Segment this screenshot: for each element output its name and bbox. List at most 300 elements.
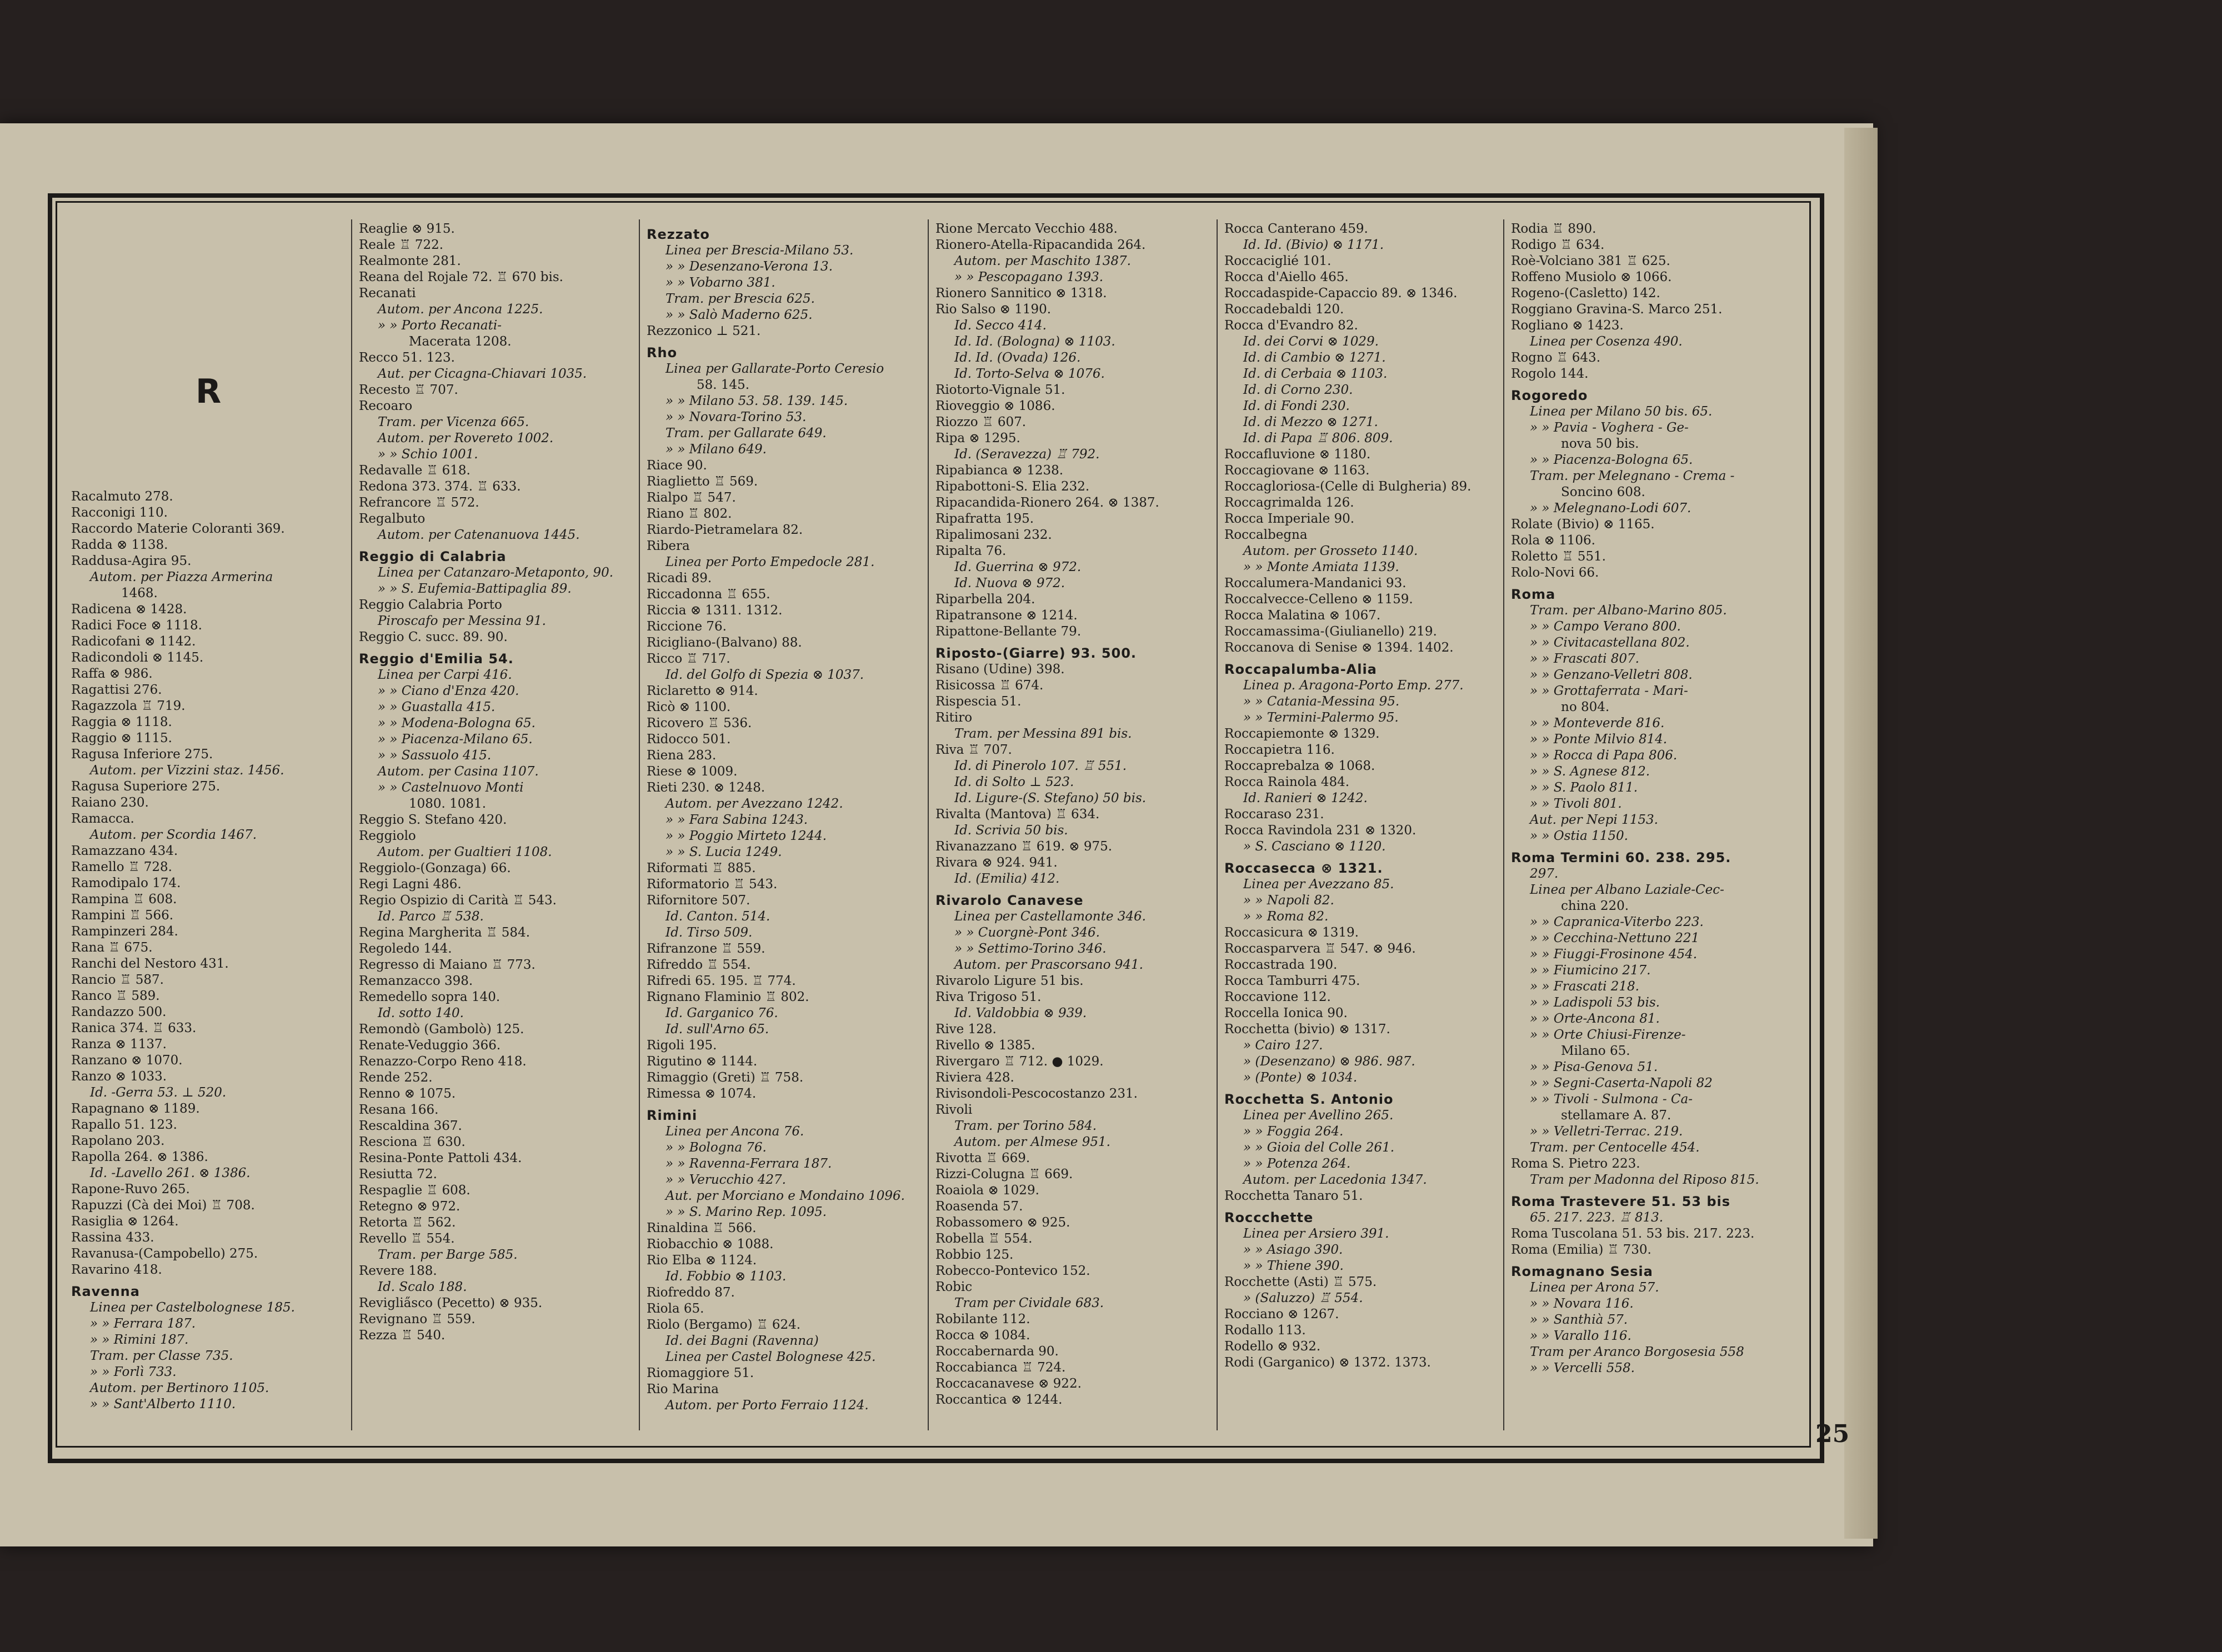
index-entry: Raggio ⊗ 1115. <box>71 731 172 745</box>
index-entry: Rocca Tamburri 475. <box>1224 974 1360 988</box>
index-entry: » » Vercelli 558. <box>1530 1361 1635 1375</box>
index-entry: » » Forlì 733. <box>90 1365 177 1379</box>
index-entry: Ragattisi 276. <box>71 683 162 697</box>
index-entry: Id. Ranieri ⊗ 1242. <box>1243 791 1368 805</box>
index-entry: Reviglia̋sco (Pecetto) ⊗ 935. <box>359 1296 543 1310</box>
index-entry: Autom. per Scordia 1467. <box>90 828 257 842</box>
entry-heading: Roccchette <box>1224 1210 1314 1225</box>
index-entry: Roccadebaldi 120. <box>1224 302 1344 317</box>
index-entry: Rezzonico ⊥ 521. <box>647 324 761 338</box>
index-entry: Riformati ♖ 885. <box>647 861 756 875</box>
index-entry: » » Asiago 390. <box>1243 1243 1343 1257</box>
index-entry: Rivanazzano ♖ 619. ⊗ 975. <box>935 839 1113 854</box>
index-entry: Ribera <box>647 539 690 553</box>
index-entry: » » Ladispoli 53 bis. <box>1530 995 1660 1010</box>
index-entry: Resina-Ponte Pattoli 434. <box>359 1151 522 1165</box>
index-entry: Roccapietra 116. <box>1224 743 1335 757</box>
index-entry: Id. Id. (Ovada) 126. <box>954 351 1081 365</box>
index-entry: Rocchetta Tanaro 51. <box>1224 1189 1363 1203</box>
index-entry: Robilante 112. <box>935 1312 1030 1326</box>
index-entry: Rioveggio ⊗ 1086. <box>935 399 1055 413</box>
index-entry: Autom. per Almese 951. <box>954 1135 1110 1149</box>
index-entry: Roma S. Pietro 223. <box>1511 1157 1640 1171</box>
index-entry: Autom. per Grosseto 1140. <box>1243 544 1418 558</box>
index-entry: Tram. per Torino 584. <box>954 1119 1097 1133</box>
index-entry: Roasenda 57. <box>935 1199 1023 1214</box>
index-entry: Id. di Fondi 230. <box>1243 399 1350 413</box>
index-entry: » » Fiumicino 217. <box>1530 963 1651 978</box>
index-entry: Rigutino ⊗ 1144. <box>647 1054 758 1069</box>
index-entry: Regoledo 144. <box>359 942 452 956</box>
index-entry: Autom. per Gualtieri 1108. <box>378 845 552 859</box>
index-entry: Rocca Ravindola 231 ⊗ 1320. <box>1224 823 1417 838</box>
index-entry: Id. Garganico 76. <box>665 1006 778 1020</box>
index-entry: Rassina 433. <box>71 1230 154 1245</box>
index-entry: Rola ⊗ 1106. <box>1511 533 1595 548</box>
index-entry: » » Pavia - Voghera - Ge- <box>1530 420 1689 435</box>
index-entry: Riccia ⊗ 1311. 1312. <box>647 603 783 618</box>
index-entry: Reggiolo-(Gonzaga) 66. <box>359 861 511 875</box>
index-entry: Id. Valdobbia ⊗ 939. <box>954 1006 1087 1020</box>
index-entry: Riaglietto ♖ 569. <box>647 474 758 489</box>
index-entry: Rocchette (Asti) ♖ 575. <box>1224 1275 1377 1289</box>
index-entry: Racconigi 110. <box>71 505 168 520</box>
index-entry: Ricco ♖ 717. <box>647 652 730 666</box>
index-entry: Reale ♖ 722. <box>359 238 444 252</box>
index-entry: Id. dei Bagni (Ravenna) <box>665 1334 819 1348</box>
entry-heading: Riposto-(Giarre) 93. 500. <box>935 645 1137 661</box>
index-entry: Reggio Calabria Porto <box>359 598 502 612</box>
index-entry: Roccavione 112. <box>1224 990 1331 1004</box>
index-entry: » (Desenzano) ⊗ 986. 987. <box>1243 1054 1415 1069</box>
index-entry: Rocciano ⊗ 1267. <box>1224 1307 1339 1321</box>
index-entry: » » Rimini 187. <box>90 1333 189 1347</box>
index-entry: Tram. per Centocelle 454. <box>1530 1140 1700 1155</box>
index-entry: china 220. <box>1561 899 1629 913</box>
index-entry: Id. -Gerra 53. ⊥ 520. <box>90 1085 227 1100</box>
index-entry: Autom. per Prascorsano 941. <box>954 958 1143 972</box>
index-entry: Linea per Porto Empedocle 281. <box>665 555 875 569</box>
index-entry: Rivisondoli-Pescocostanzo 231. <box>935 1087 1138 1101</box>
index-entry: Rapolla 264. ⊗ 1386. <box>71 1150 208 1164</box>
index-entry: Rignano Flaminio ♖ 802. <box>647 990 809 1004</box>
index-entry: Radicena ⊗ 1428. <box>71 602 187 617</box>
index-entry: Riviera 428. <box>935 1070 1014 1085</box>
index-entry: » » Roma 82. <box>1243 909 1329 924</box>
index-entry: » » Verucchio 427. <box>665 1173 786 1187</box>
index-entry: » » Campo Verano 800. <box>1530 619 1681 634</box>
index-entry: Rispescia 51. <box>935 694 1022 709</box>
index-entry: Linea per Avezzano 85. <box>1243 877 1394 892</box>
index-entry: Tram. per Albano-Marino 805. <box>1530 603 1727 618</box>
index-entry: Regresso di Maiano ♖ 773. <box>359 958 536 972</box>
index-entry: » » Napoli 82. <box>1243 893 1334 908</box>
index-entry: Rifreddo ♖ 554. <box>647 958 751 972</box>
index-entry: Rocca Rainola 484. <box>1224 775 1350 789</box>
index-entry: Regalbuto <box>359 512 426 526</box>
index-entry: Reana del Rojale 72. ♖ 670 bis. <box>359 270 563 284</box>
entry-heading: Rho <box>647 345 678 361</box>
index-entry: » » Castelnuovo Monti <box>378 780 524 795</box>
entry-heading: Rogoredo <box>1511 388 1588 403</box>
index-entry: Radici Foce ⊗ 1118. <box>71 618 202 633</box>
index-entry: Roccastrada 190. <box>1224 958 1338 972</box>
index-entry: Rinaldina ♖ 566. <box>647 1221 757 1235</box>
entry-heading: Rocchetta S. Antonio <box>1224 1092 1394 1107</box>
index-entry: » » Porto Recanati- <box>378 318 502 333</box>
column-2 <box>359 221 613 1344</box>
index-entry: Id. Scrivia 50 bis. <box>954 823 1068 838</box>
index-entry: » » Gioia del Colle 261. <box>1243 1140 1395 1155</box>
index-entry: Rive 128. <box>935 1022 997 1037</box>
index-entry: Linea per Arsiero 391. <box>1243 1227 1389 1241</box>
index-entry: » » Ponte Milvio 814. <box>1530 732 1668 747</box>
index-entry: Rapone-Ruvo 265. <box>71 1182 190 1197</box>
entry-heading: Roma Termini 60. 238. 295. <box>1511 850 1731 865</box>
index-entry: Revello ♖ 554. <box>359 1232 455 1246</box>
index-entry: Id. di Pinerolo 107. ♖ 551. <box>954 759 1127 773</box>
index-entry: Rende 252. <box>359 1070 433 1085</box>
index-entry: Rescaldina 367. <box>359 1119 462 1133</box>
index-entry: Reggio S. Stefano 420. <box>359 813 507 827</box>
index-entry: Reggio C. succ. 89. 90. <box>359 630 508 644</box>
index-entry: Racalmuto 278. <box>71 489 173 504</box>
index-entry: Raiano 230. <box>71 795 149 810</box>
index-entry: Renate-Veduggio 366. <box>359 1038 501 1053</box>
index-entry: Rionero-Atella-Ripacandida 264. <box>935 238 1146 252</box>
column-rule <box>928 219 929 1430</box>
index-entry: Id. Id. (Bivio) ⊗ 1171. <box>1243 238 1384 252</box>
index-entry: Ramazzano 434. <box>71 844 178 858</box>
index-entry: Id. Canton. 514. <box>665 909 770 924</box>
index-entry: » » Varallo 116. <box>1530 1329 1632 1343</box>
index-entry: Autom. per Rovereto 1002. <box>378 431 554 445</box>
index-entry: » » Piacenza-Milano 65. <box>378 732 533 747</box>
index-entry: Rampini ♖ 566. <box>71 908 174 923</box>
index-entry: Ravarino 418. <box>71 1263 162 1277</box>
index-entry: » » Cuorgnè-Pont 346. <box>954 925 1100 940</box>
index-entry: » » Rocca di Papa 806. <box>1530 748 1678 763</box>
index-entry: » » Desenzano-Verona 13. <box>665 259 833 274</box>
index-entry: Ramodipalo 174. <box>71 876 181 890</box>
index-entry: Riena 283. <box>647 748 717 763</box>
index-entry: » » S. Eufemia-Battipaglia 89. <box>378 582 572 596</box>
index-entry: Linea per Cosenza 490. <box>1530 334 1683 349</box>
index-entry: » » Salò Maderno 625. <box>665 308 813 322</box>
index-entry: Aut. per Morciano e Mondaino 1096. <box>665 1189 905 1203</box>
index-entry: » » Schio 1001. <box>378 447 478 462</box>
column-5 <box>1224 221 1471 1371</box>
column-rule <box>1217 219 1218 1430</box>
index-entry: Roè-Volciano 381 ♖ 625. <box>1511 254 1670 268</box>
index-entry: » (Ponte) ⊗ 1034. <box>1243 1070 1358 1085</box>
index-entry: Rolo-Novi 66. <box>1511 565 1599 580</box>
index-entry: no 804. <box>1561 700 1610 714</box>
index-entry: Autom. per Lacedonia 1347. <box>1243 1173 1427 1187</box>
index-entry: Roccanova di Senise ⊗ 1394. 1402. <box>1224 640 1454 655</box>
index-entry: Remanzacco 398. <box>359 974 473 988</box>
index-entry: Raffa ⊗ 986. <box>71 667 153 681</box>
entry-heading: Ravenna <box>71 1284 140 1299</box>
index-entry: Rodigo ♖ 634. <box>1511 238 1605 252</box>
index-entry: Rifredi 65. 195. ♖ 774. <box>647 974 796 988</box>
index-entry: Id. -Lavello 261. ⊗ 1386. <box>90 1166 251 1180</box>
index-entry: stellamare A. 87. <box>1561 1108 1671 1123</box>
entry-heading: Rivarolo Canavese <box>935 893 1084 908</box>
index-entry: Renazzo-Corpo Reno 418. <box>359 1054 527 1069</box>
index-entry: Rogeno-(Casletto) 142. <box>1511 286 1660 301</box>
index-entry: Id. Id. (Bologna) ⊗ 1103. <box>954 334 1115 349</box>
index-entry: Autom. per Porto Ferraio 1124. <box>665 1398 869 1413</box>
column-rule <box>1503 219 1504 1430</box>
index-entry: Riobacchio ⊗ 1088. <box>647 1237 774 1251</box>
index-entry: Autom. per Piazza Armerina <box>90 570 273 584</box>
index-entry: Rocca d'Aiello 465. <box>1224 270 1349 284</box>
index-entry: » » Milano 649. <box>665 442 767 457</box>
index-entry: Ricovero ♖ 536. <box>647 716 752 730</box>
index-entry: Autom. per Vizzini staz. 1456. <box>90 763 284 778</box>
index-entry: Ripabianca ⊗ 1238. <box>935 463 1064 478</box>
index-entry: Rogno ♖ 643. <box>1511 351 1600 365</box>
index-entry: Resana 166. <box>359 1103 439 1117</box>
index-entry: Risano (Udine) 398. <box>935 662 1065 677</box>
index-entry: » (Saluzzo) ♖ 554. <box>1243 1291 1363 1305</box>
index-entry: Riomaggiore 51. <box>647 1366 754 1380</box>
index-entry: » » Segni-Caserta-Napoli 82 <box>1530 1076 1713 1090</box>
index-entry: Rogolo 144. <box>1511 367 1589 381</box>
index-entry: Resiutta 72. <box>359 1167 437 1182</box>
index-entry: Linea per Avellino 265. <box>1243 1108 1394 1123</box>
index-entry: Rapagnano ⊗ 1189. <box>71 1102 200 1116</box>
index-entry: Linea per Milano 50 bis. 65. <box>1530 404 1713 419</box>
index-entry: Regio Ospizio di Carità ♖ 543. <box>359 893 557 908</box>
index-entry: Reggiolo <box>359 829 416 843</box>
index-entry: Retegno ⊗ 972. <box>359 1199 461 1214</box>
index-entry: » » Pescopagano 1393. <box>954 270 1104 284</box>
index-entry: Ripatransone ⊗ 1214. <box>935 608 1078 623</box>
index-entry: Ranica 374. ♖ 633. <box>71 1021 197 1035</box>
index-entry: Riolo (Bergamo) ♖ 624. <box>647 1318 801 1332</box>
index-entry: Ricò ⊗ 1100. <box>647 700 731 714</box>
index-entry: Roccagiovane ⊗ 1163. <box>1224 463 1370 478</box>
column-4 <box>935 221 1159 1408</box>
index-entry: Roccasicura ⊗ 1319. <box>1224 925 1359 940</box>
index-entry: » » S. Paolo 811. <box>1530 780 1638 795</box>
index-entry: Riola 65. <box>647 1301 704 1316</box>
index-entry: Riano ♖ 802. <box>647 507 732 521</box>
index-entry: Rivotta ♖ 669. <box>935 1151 1030 1165</box>
index-entry: Rio Elba ⊗ 1124. <box>647 1253 757 1268</box>
index-entry: Rancio ♖ 587. <box>71 973 164 987</box>
index-entry: Ranco ♖ 589. <box>71 989 160 1003</box>
index-entry: » » Tivoli 801. <box>1530 797 1622 811</box>
column-rule <box>639 219 640 1430</box>
index-entry: 1080. 1081. <box>409 797 486 811</box>
index-entry: » » Monteverde 816. <box>1530 716 1665 730</box>
index-entry: Aut. per Cicagna-Chiavari 1035. <box>378 367 587 381</box>
index-entry: Roccabernarda 90. <box>935 1344 1059 1359</box>
index-entry: Retorta ♖ 562. <box>359 1215 456 1230</box>
index-entry: Tram. per Vicenza 665. <box>378 415 529 429</box>
index-entry: Roccacanavese ⊗ 922. <box>935 1376 1082 1391</box>
index-entry: » » Vobarno 381. <box>665 276 775 290</box>
index-entry: Rigoli 195. <box>647 1038 717 1053</box>
index-entry: Milano 65. <box>1561 1044 1630 1058</box>
index-entry: Ragusa Inferiore 275. <box>71 747 213 762</box>
index-entry: Roccagrimalda 126. <box>1224 495 1354 510</box>
index-entry: » » Foggia 264. <box>1243 1124 1344 1139</box>
index-entry: Roaiola ⊗ 1029. <box>935 1183 1039 1198</box>
entry-heading: Reggio di Calabria <box>359 549 507 564</box>
index-entry: » S. Casciano ⊗ 1120. <box>1243 839 1386 854</box>
index-entry: Id. Guerrina ⊗ 972. <box>954 560 1082 574</box>
index-entry: Ragazzola ♖ 719. <box>71 699 186 713</box>
index-entry: Autom. per Ancona 1225. <box>378 302 543 317</box>
index-entry: Rogliano ⊗ 1423. <box>1511 318 1624 333</box>
index-entry: Id. Nuova ⊗ 972. <box>954 576 1065 590</box>
index-entry: » » Santhià 57. <box>1530 1313 1628 1327</box>
index-entry: Roma Tuscolana 51. 53 bis. 217. 223. <box>1511 1227 1755 1241</box>
index-entry: Linea per Arona 57. <box>1530 1280 1659 1295</box>
index-entry: Rodi (Garganico) ⊗ 1372. 1373. <box>1224 1355 1431 1370</box>
index-entry: Rolate (Bivio) ⊗ 1165. <box>1511 517 1655 532</box>
index-entry: » » Orte Chiusi-Firenze- <box>1530 1028 1686 1042</box>
index-entry: » » Piacenza-Bologna 65. <box>1530 453 1693 467</box>
index-entry: Id. del Golfo di Spezia ⊗ 1037. <box>665 668 864 682</box>
index-entry: Rieti 230. ⊗ 1248. <box>647 780 765 795</box>
index-entry: Redavalle ♖ 618. <box>359 463 471 478</box>
index-entry: Id. sotto 140. <box>378 1006 464 1020</box>
index-entry: Tram per Madonna del Riposo 815. <box>1530 1173 1759 1187</box>
index-entry: » » Tivoli - Sulmona - Ca- <box>1530 1092 1693 1107</box>
index-entry: 297. <box>1530 867 1559 881</box>
index-entry: Roccaciglié 101. <box>1224 254 1332 268</box>
index-entry: Rivalta (Mantova) ♖ 634. <box>935 807 1100 822</box>
index-entry: » » Cecchina-Nettuno 221 <box>1530 931 1700 945</box>
index-entry: Linea per Gallarate-Porto Ceresio <box>665 362 884 376</box>
index-entry: Linea per Ancona 76. <box>665 1124 804 1139</box>
index-entry: Revignano ♖ 559. <box>359 1312 476 1326</box>
index-entry: Ripabottoni-S. Elia 232. <box>935 479 1090 494</box>
index-entry: Rivara ⊗ 924. 941. <box>935 855 1058 870</box>
index-entry: Linea per Castelbolognese 185. <box>90 1300 295 1315</box>
index-entry: Robbio 125. <box>935 1248 1014 1262</box>
index-entry: Riclaretto ⊗ 914. <box>647 684 758 698</box>
index-entry: Rocca d'Evandro 82. <box>1224 318 1358 333</box>
index-entry: Rocca Canterano 459. <box>1224 222 1368 236</box>
index-entry: » » Frascati 807. <box>1530 652 1639 666</box>
index-entry: Aut. per Nepi 1153. <box>1530 813 1658 827</box>
index-entry: Id. Fobbio ⊗ 1103. <box>665 1269 787 1284</box>
index-entry: » » S. Marino Rep. 1095. <box>665 1205 827 1219</box>
column-rule <box>351 219 352 1430</box>
index-entry: Roccella Ionica 90. <box>1224 1006 1348 1020</box>
index-entry: » » Sassuolo 415. <box>378 748 492 763</box>
index-entry: Tram. per Messina 891 bis. <box>954 727 1132 741</box>
index-entry: Rifornitore 507. <box>647 893 750 908</box>
index-entry: Riozzo ♖ 607. <box>935 415 1027 429</box>
index-entry: » » Velletri-Terrac. 219. <box>1530 1124 1683 1139</box>
index-entry: Rivergaro ♖ 712. ● 1029. <box>935 1054 1104 1069</box>
index-entry: Id. Secco 414. <box>954 318 1047 333</box>
index-entry: Renno ⊗ 1075. <box>359 1087 456 1101</box>
index-entry: » » Settimo-Torino 346. <box>954 942 1107 956</box>
index-entry: Linea per Albano Laziale-Cec- <box>1530 883 1724 897</box>
index-entry: Tram per Aranco Borgosesia 558 <box>1530 1345 1744 1359</box>
index-entry: » » Novara-Torino 53. <box>665 410 807 424</box>
index-entry: Rifranzone ♖ 559. <box>647 942 765 956</box>
index-entry: Riformatorio ♖ 543. <box>647 877 778 892</box>
index-entry: Rizzi-Colugna ♖ 669. <box>935 1167 1073 1182</box>
index-entry: Radda ⊗ 1138. <box>71 538 168 552</box>
index-entry: Recco 51. 123. <box>359 351 455 365</box>
index-entry: Riparbella 204. <box>935 592 1035 607</box>
entry-heading: Romagnano Sesia <box>1511 1264 1653 1279</box>
index-entry: Piroscafo per Messina 91. <box>378 614 546 628</box>
index-entry: Soncino 608. <box>1561 485 1645 499</box>
index-entry: Ripafratta 195. <box>935 512 1034 526</box>
entry-heading: Roccasecca ⊗ 1321. <box>1224 860 1383 876</box>
index-entry: Recesto ♖ 707. <box>359 383 458 397</box>
index-entry: Rapolano 203. <box>71 1134 165 1148</box>
entry-heading: Roma <box>1511 587 1556 602</box>
index-entry: » » Ferrara 187. <box>90 1316 196 1331</box>
index-entry: Respaglie ♖ 608. <box>359 1183 471 1198</box>
index-entry: Roccafluvione ⊗ 1180. <box>1224 447 1371 462</box>
index-entry: Ripalimosani 232. <box>935 528 1052 542</box>
index-entry: Riace 90. <box>647 458 707 473</box>
entry-heading: Roccapalumba-Alia <box>1224 662 1377 677</box>
index-entry: Rocca Imperiale 90. <box>1224 512 1355 526</box>
index-entry: Id. sull'Arno 65. <box>665 1022 769 1037</box>
index-entry: Id. Parco ♖ 538. <box>378 909 484 924</box>
index-entry: Remedello sopra 140. <box>359 990 501 1004</box>
index-entry: Regi Lagni 486. <box>359 877 462 892</box>
index-entry: Rio Marina <box>647 1382 719 1396</box>
index-entry: Risicossa ♖ 674. <box>935 678 1044 693</box>
index-entry: Ricigliano-(Balvano) 88. <box>647 635 802 650</box>
index-entry: Id. (Seravezza) ♖ 792. <box>954 447 1100 462</box>
index-entry: » » Thiene 390. <box>1243 1259 1344 1273</box>
index-entry: Roma (Emilia) ♖ 730. <box>1511 1243 1652 1257</box>
entry-heading: Rezzato <box>647 227 710 242</box>
index-entry: » » Pisa-Genova 51. <box>1530 1060 1658 1074</box>
index-entry: Roccagloriosa-(Celle di Bulgheria) 89. <box>1224 479 1472 494</box>
index-entry: Rana ♖ 675. <box>71 940 153 955</box>
index-entry: Rodallo 113. <box>1224 1323 1306 1338</box>
index-entry: » » Civitacastellana 802. <box>1530 635 1690 650</box>
index-entry: » » Potenza 264. <box>1243 1157 1351 1171</box>
index-entry: Rodello ⊗ 932. <box>1224 1339 1321 1354</box>
index-entry: Id. Ligure-(S. Stefano) 50 bis. <box>954 791 1147 805</box>
index-entry: » » Novara 116. <box>1530 1296 1634 1311</box>
index-entry: Robella ♖ 554. <box>935 1232 1033 1246</box>
index-entry: Ripacandida-Rionero 264. ⊗ 1387. <box>935 495 1159 510</box>
index-entry: Roccaraso 231. <box>1224 807 1324 822</box>
index-entry: » » Bologna 76. <box>665 1140 767 1155</box>
index-entry: Revere 188. <box>359 1264 437 1278</box>
index-entry: Ritiro <box>935 710 973 725</box>
index-entry: Ranza ⊗ 1137. <box>71 1037 167 1052</box>
index-entry: Ripattone-Bellante 79. <box>935 624 1082 639</box>
index-entry: Autom. per Avezzano 1242. <box>665 797 843 811</box>
index-entry: Ranchi del Nestoro 431. <box>71 957 229 971</box>
index-entry: Reaglie ⊗ 915. <box>359 222 455 236</box>
index-entry: Ridocco 501. <box>647 732 731 747</box>
index-entry: Ranzano ⊗ 1070. <box>71 1053 183 1068</box>
section-letter: R <box>196 372 222 411</box>
index-entry: Tram. per Classe 735. <box>90 1349 233 1363</box>
